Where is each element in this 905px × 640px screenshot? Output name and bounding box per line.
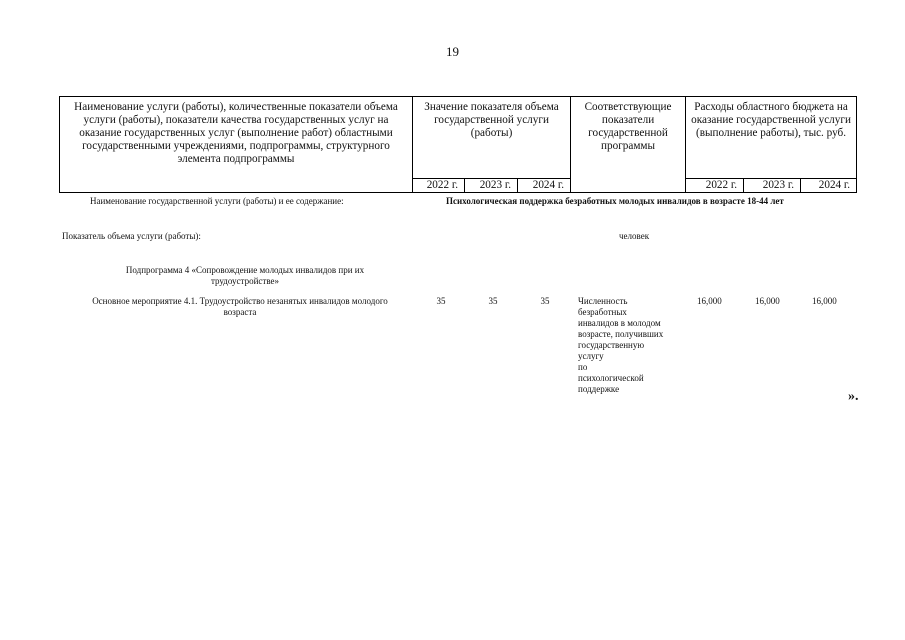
indicator-line: Численность <box>578 296 628 306</box>
value-2023: 35 <box>488 296 498 306</box>
indicator-line: психологической <box>578 373 644 383</box>
indicator-line: услугу по <box>578 351 604 372</box>
header-col-budget: Расходы областного бюджета на оказание государственной услуги (выполнение работы), тыс. руб. <box>686 97 857 179</box>
header-col-indicators: Соответствующие показатели государственной программы <box>571 97 686 193</box>
header-col-value: Значение показателя объема государственной услуги (работы) <box>413 97 571 179</box>
indicator-unit: человек <box>619 231 650 241</box>
indicator-line: поддержке <box>578 384 620 394</box>
activity-indicator <box>578 296 680 395</box>
page-number: 19 <box>446 44 459 59</box>
year-value-2024: 2024 г. <box>518 179 571 193</box>
indicator-line: государственную <box>578 340 645 350</box>
value-2024: 35 <box>540 296 550 306</box>
header-col-name: Наименование услуги (работы), количественные показатели объема услуги (работы), показатели качества государственных услуг на оказание государственных услуг (выполнение работ) областными государственными учреждениями, подпрограммы, структурного элемента подпрограммы <box>60 97 413 193</box>
indicator-line: возрасте, получивших <box>578 329 664 339</box>
budget-2023: 16,000 <box>755 296 780 306</box>
indicator-line: инвалидов в молодом <box>578 318 661 328</box>
subprogram-title: Подпрограмма 4 «Сопровождение молодых инвалидов при их трудоустройстве» <box>125 265 365 286</box>
header-table <box>59 96 857 193</box>
year-value-2023: 2023 г. <box>465 179 518 193</box>
year-budget-2024: 2024 г. <box>801 179 857 193</box>
year-value-2022: 2022 г. <box>413 179 465 193</box>
year-budget-2022: 2022 г. <box>686 179 744 193</box>
budget-2022: 16,000 <box>697 296 722 306</box>
closing-quote: ». <box>848 389 859 404</box>
activity-name: Основное мероприятие 4.1. Трудоустройство незанятых инвалидов молодого возраста <box>92 296 388 317</box>
service-name: Психологическая поддержка безработных молодых инвалидов в возрасте 18-44 лет <box>446 196 784 206</box>
service-label: Наименование государственной услуги (работы) и ее содержание: <box>90 196 344 206</box>
indicator-label: Показатель объема услуги (работы): <box>62 231 201 241</box>
year-budget-2023: 2023 г. <box>744 179 801 193</box>
indicator-line: безработных <box>578 307 627 317</box>
value-2022: 35 <box>436 296 446 306</box>
budget-2024: 16,000 <box>812 296 837 306</box>
